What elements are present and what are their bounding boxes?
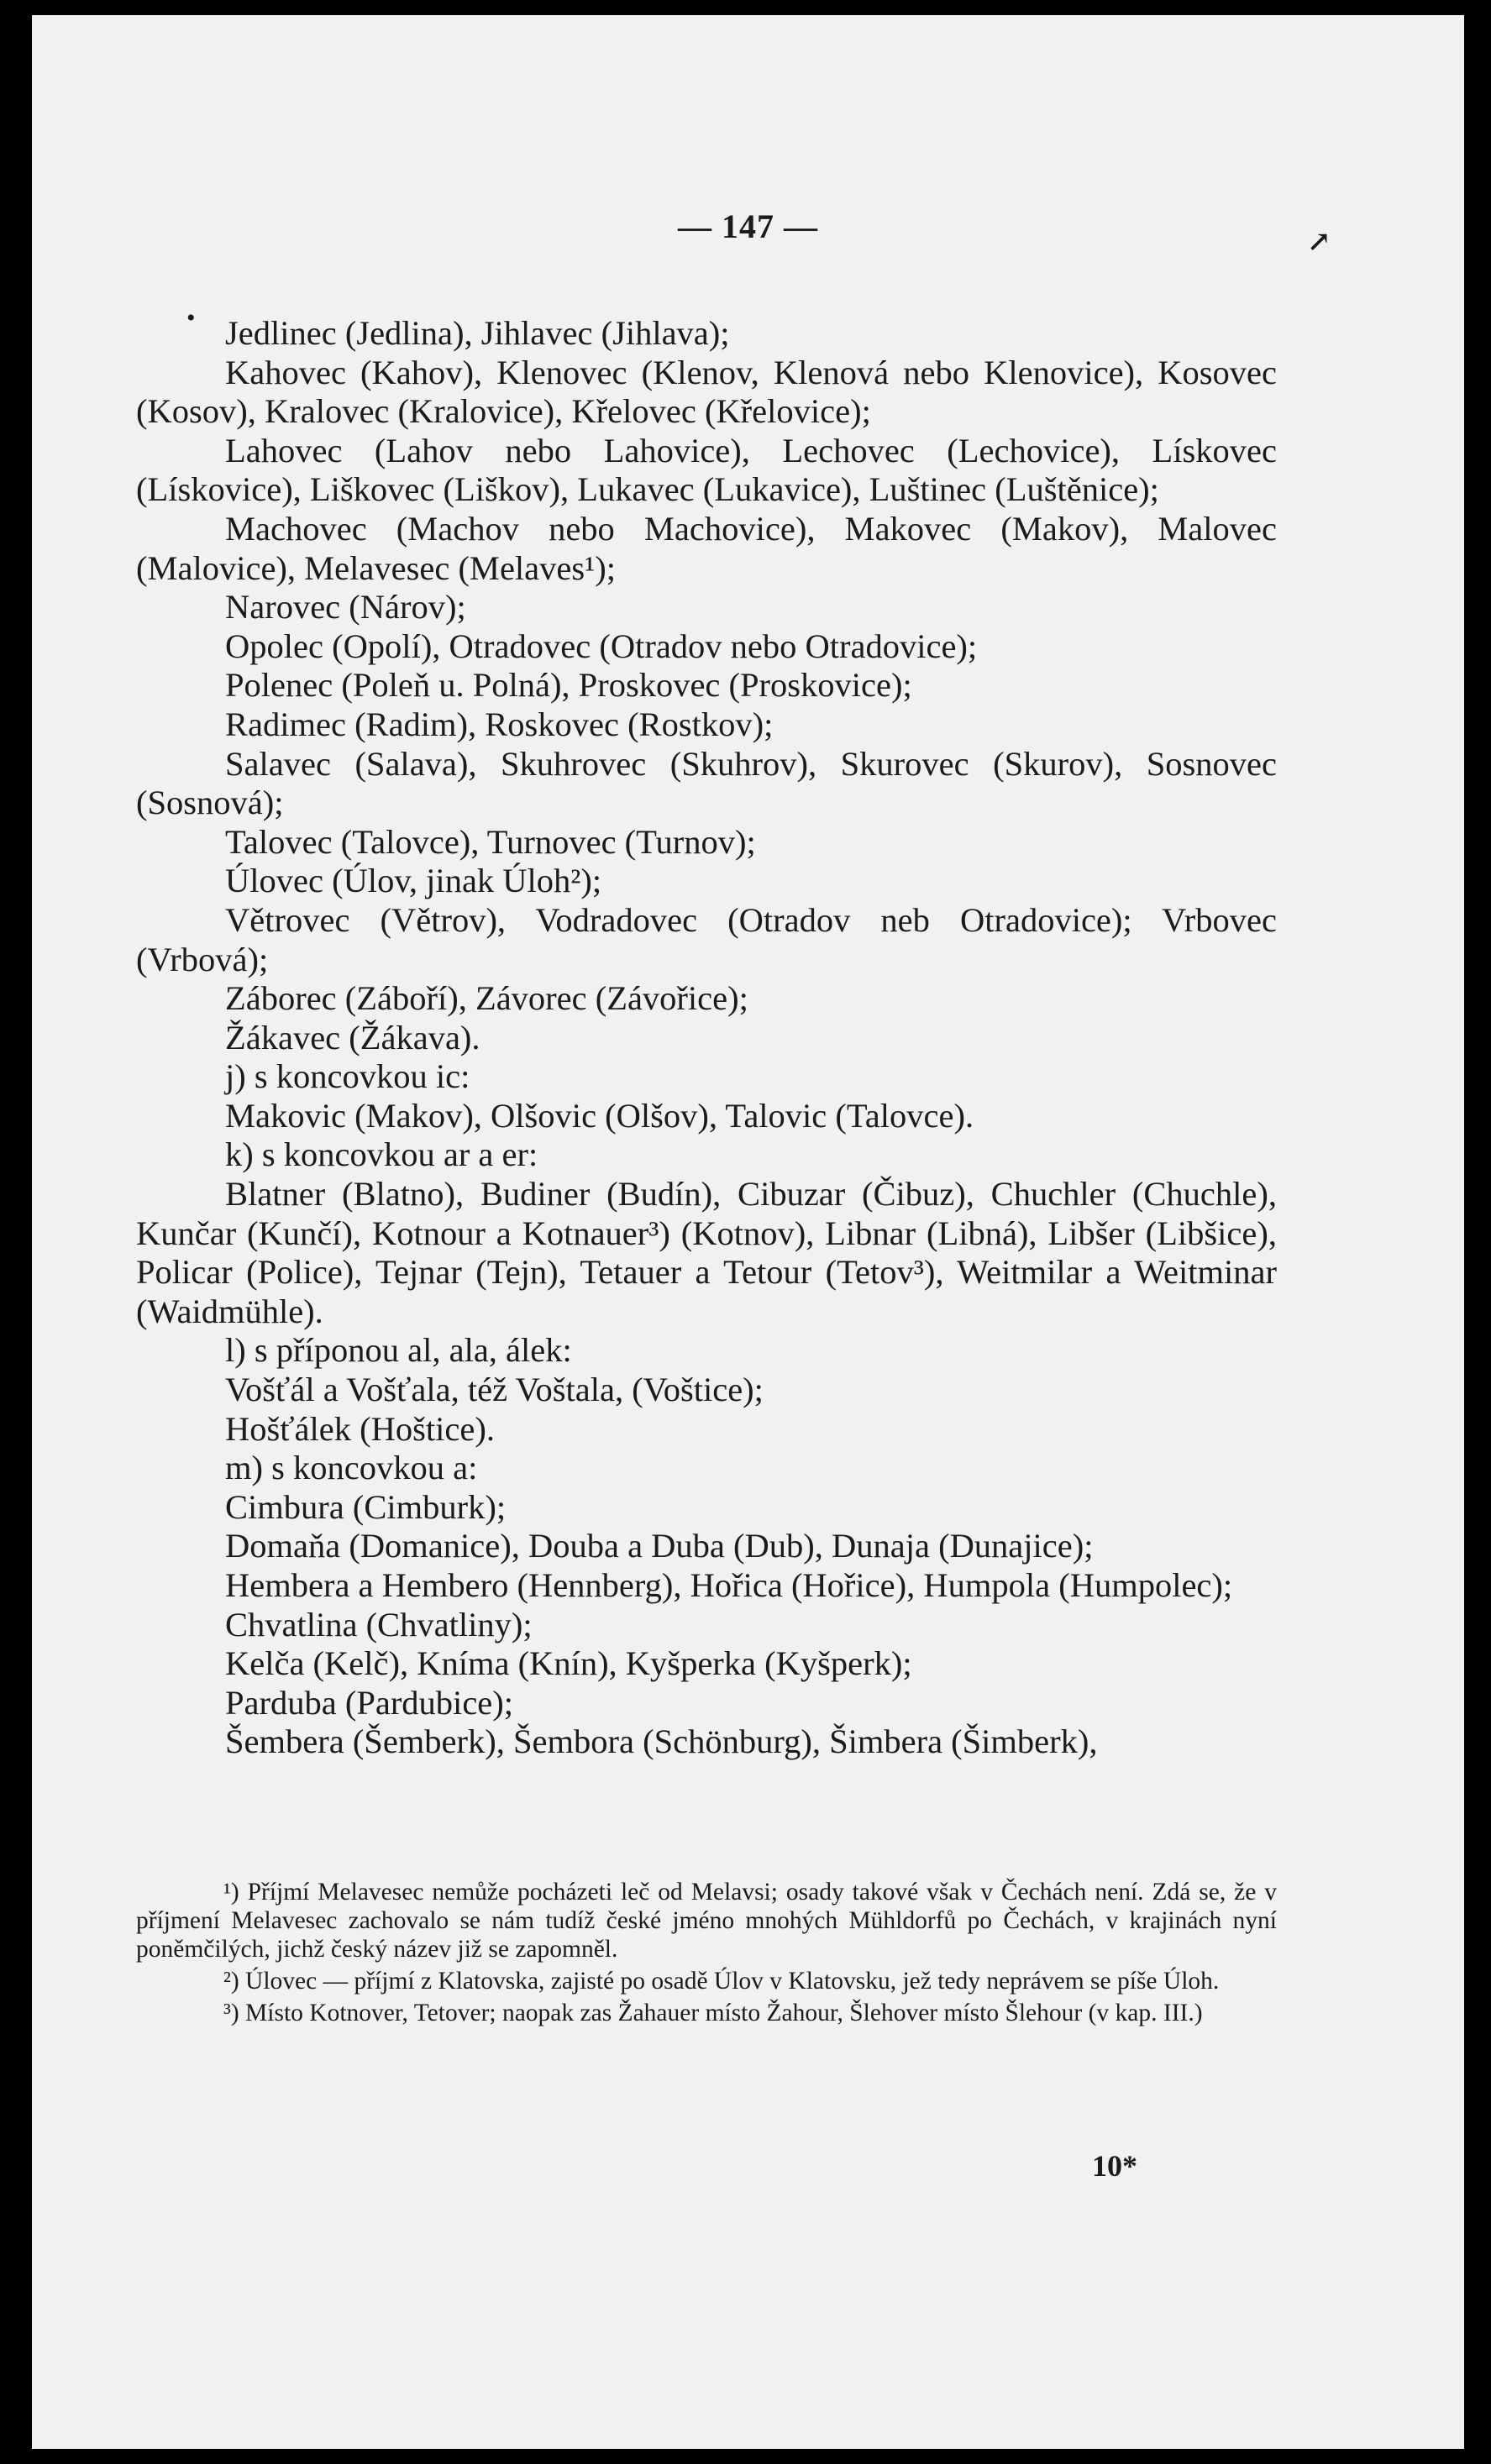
section-j-list: Makovic (Makov), Olšovic (Olšov), Talovic (Talovce). [225,1096,974,1135]
footnote-1: ¹) Příjmí Melavesec nemůže pocházeti leč od Melavsi; osady takové však v Čechách není. Zdá se, že v příjmení Melavesec zachovalo se nám tudíž české jméno mnohých Mühldorfů po Čechách, v krajinách nyní poněmčilých, jichž český název již se zapomněl. [136,1879,1277,1963]
entry-j-list: Jedlinec (Jedlina), Jihlavec (Jihlava); [225,314,730,352]
section-k-heading: k) s koncovkou ar a er: [225,1135,538,1174]
section-l-list-1: Vošťál a Vošťala, též Voštala, (Voštice); [225,1371,764,1409]
section-m-list-3: Hembera a Hembero (Hennberg), Hořica (Hořice), Humpola (Humpolec); [225,1566,1233,1604]
section-m-list-5: Kelča (Kelč), Kníma (Knín), Kyšperka (Kyšperk); [225,1644,912,1683]
entry-r-list: Radimec (Radim), Roskovec (Rostkov); [225,705,774,743]
section-k-list: Blatner (Blatno), Budiner (Budín), Cibuzar (Čibuz), Chuchler (Chuchle), Kunčar (Kunčí), Kotnour a Kotnauer³) (Kotnov), Libnar (Libná), Libšer (Libšice), Policar (Police), Tejnar (Tejn), Tetauer a Tetour (Tetov³), Weitmilar a Weitminar (Waidmühle). [136,1175,1277,1330]
entry-m-list: Machovec (Machov nebo Machovice), Makovec (Makov), Malovec (Malovice), Melavesec (Melaves¹); [136,509,1277,587]
body-text [136,314,1277,1762]
entry-n-list: Narovec (Nárov); [225,588,466,626]
entry-z-list: Záborec (Záboří), Závorec (Závořice); [225,979,748,1018]
footnotes [136,1878,1277,2031]
book-page [32,15,1464,2449]
entry-k-list: Kahovec (Kahov), Klenovec (Klenov, Klenová nebo Klenovice), Kosovec (Kosov), Kralovec (Kralovice), Křelovec (Křelovice); [136,353,1277,431]
margin-arrow-mark: ↗ [1307,227,1331,258]
entry-v-list: Větrovec (Větrov), Vodradovec (Otradov neb Otradovice); Vrbovec (Vrbová); [136,900,1277,978]
section-m-list-6: Parduba (Pardubice); [225,1683,514,1722]
section-l-heading: l) s příponou al, ala, álek: [225,1331,572,1370]
entry-zh-list: Žákavec (Žákava). [225,1018,480,1056]
entry-t-list: Talovec (Talovce), Turnovec (Turnov); [225,822,756,861]
section-j-heading: j) s koncovkou ic: [225,1057,470,1096]
entry-s-list: Salavec (Salava), Skuhrovec (Skuhrov), Skurovec (Skurov), Sosnovec (Sosnová); [136,744,1277,822]
section-m-list-1: Cimbura (Cimburk); [225,1487,507,1526]
entry-u-list: Úlovec (Úlov, jinak Úloh²); [225,862,602,900]
footnote-3: ³) Místo Kotnover, Tetover; naopak zas Žahauer místo Žahour, Šlehover místo Šlehour (v kap. III.) [223,2000,1203,2026]
footnote-2: ²) Úlovec — příjmí z Klatovska, zajisté po osadě Úlov v Klatovsku, jež tedy neprávem se píše Úloh. [223,1968,1220,1995]
entry-p-list: Polenec (Poleň u. Polná), Proskovec (Proskovice); [225,666,912,705]
section-m-list-4: Chvatlina (Chvatliny); [225,1605,533,1644]
section-l-list-2: Hošťálek (Hoštice). [225,1409,495,1448]
signature-mark: 10* [1092,2149,1137,2183]
margin-bullet-mark: • [186,304,196,332]
section-m-list-2: Domaňa (Domanice), Douba a Duba (Dub), Dunaja (Dunajice); [225,1527,1094,1565]
entry-o-list: Opolec (Opolí), Otradovec (Otradov nebo Otradovice); [225,626,978,665]
page-number-header: — 147 — [678,207,818,245]
section-m-list-7: Šembera (Šemberk), Šembora (Schönburg), Šimbera (Šimberk), [225,1722,1098,1761]
entry-l-list: Lahovec (Lahov nebo Lahovice), Lechovec (Lechovice), Lískovec (Lískovice), Liškovec (Liškov), Lukavec (Lukavice), Luštinec (Luštěnice); [136,431,1277,509]
section-m-heading: m) s koncovkou a: [225,1449,478,1487]
